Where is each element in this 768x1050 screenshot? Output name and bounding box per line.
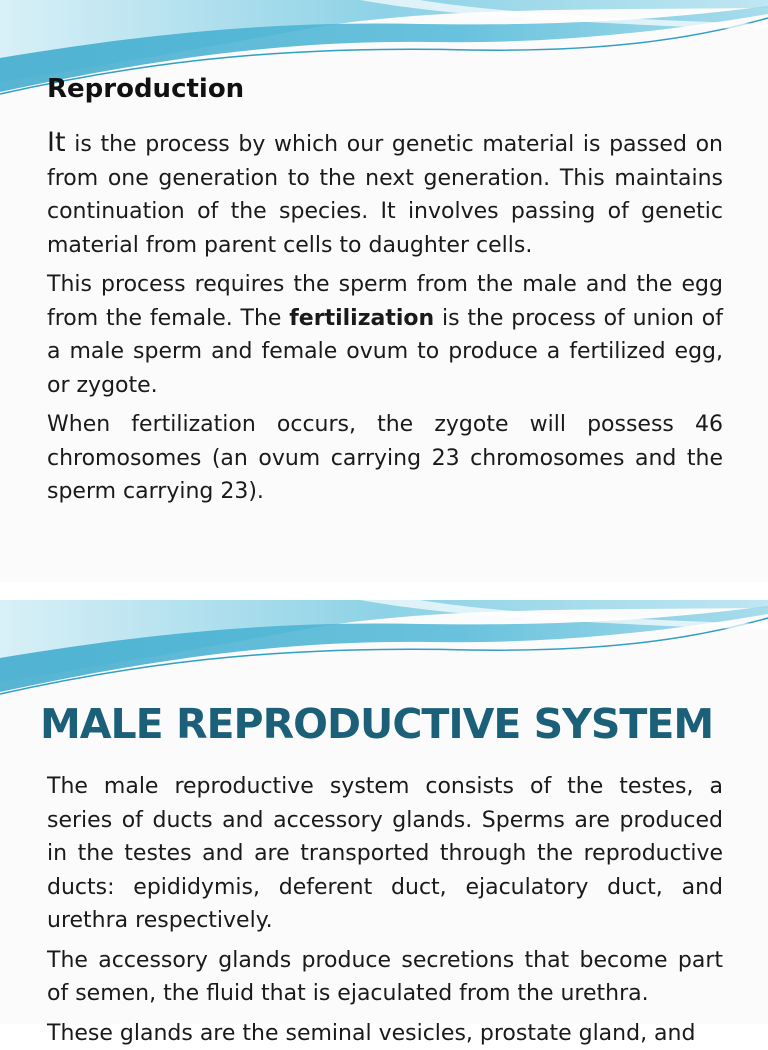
paragraph-accessory-glands: The accessory glands produce secretions that become part of semen, the fluid that is ejaculated from the urethra. (47, 944, 723, 1011)
bold-term: fertilization (289, 306, 434, 331)
section-heading: Reproduction (47, 74, 244, 104)
paragraph-text: This process requires the sperm from the male and the egg from the female. The (47, 272, 723, 331)
paragraph-text: is the process by which our genetic material is passed on from one generation to the next generation. This maintains continuation of the species. It involves passing of genetic material from parent cells to daughter cells. (47, 132, 723, 258)
slide-male-reproductive-system (0, 600, 768, 1024)
drop-word: It (47, 127, 66, 158)
slide-separator (0, 582, 768, 600)
paragraph-overview: The male reproductive system consists of the testes, a series of ducts and accessory glands. Sperms are produced in the testes and are transported through the reproductive ducts: epididymis, deferent duct, ejaculatory duct, and urethra respectively. (47, 770, 723, 938)
paragraph-definition (47, 126, 723, 262)
slide-title: MALE REPRODUCTIVE SYSTEM (40, 700, 713, 748)
wave-header-decoration (0, 600, 768, 700)
reproduction-body (47, 126, 723, 509)
paragraph-glands-list: These glands are the seminal vesicles, prostate gland, and (47, 1017, 723, 1050)
male-system-body (47, 770, 723, 1050)
paragraph-text: is the process of union of a male sperm and female ovum to produce a fertilized egg, or zygote. (47, 306, 723, 398)
paragraph-fertilization (47, 268, 723, 402)
paragraph-chromosomes: When fertilization occurs, the zygote will possess 46 chromosomes (an ovum carrying 23 chromosomes and the sperm carrying 23). (47, 408, 723, 509)
